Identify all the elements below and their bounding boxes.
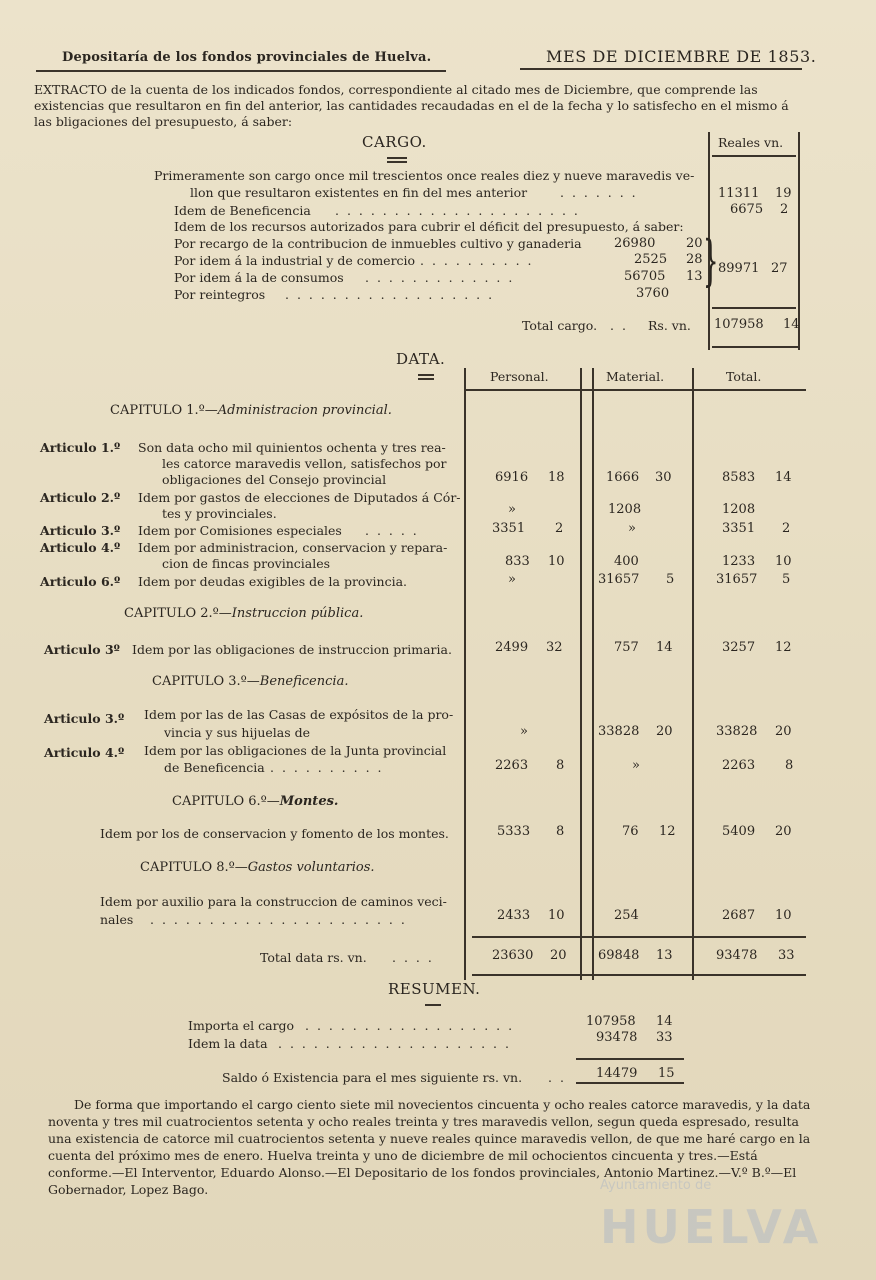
resumen-cargo-mrs: 14 bbox=[656, 1014, 673, 1029]
cargo-sub-3-mrs: 13 bbox=[686, 269, 703, 284]
a4-material: 400 bbox=[614, 554, 639, 569]
cargo-title: CARGO. bbox=[362, 133, 427, 151]
cargo-sub-3-label: Por idem á la de consumos bbox=[174, 270, 344, 285]
data-header-rule bbox=[466, 389, 806, 391]
cargo-sub-4-reales: 3760 bbox=[636, 286, 670, 301]
d-material: 76 bbox=[622, 824, 639, 839]
a1-text-2: les catorce maravedis vellon, satisfechos por bbox=[162, 456, 447, 471]
cargo-total-unit: Rs. vn. bbox=[648, 318, 691, 333]
b3-personal: 2499 bbox=[495, 640, 529, 655]
dot-leader: . . bbox=[610, 318, 628, 333]
cargo-beneficencia-mrs: 2 bbox=[780, 202, 789, 217]
data-col-line-1 bbox=[464, 368, 466, 980]
cargo-line1-reales: 11311 bbox=[718, 186, 760, 201]
a3-personal-mrs: 2 bbox=[555, 521, 564, 536]
e-text-1: Idem por auxilio para la construccion de caminos veci- bbox=[100, 894, 447, 909]
resumen-title-mark bbox=[425, 1004, 441, 1006]
c3-material-mrs: 20 bbox=[656, 724, 673, 739]
cap1-name: Administracion provincial. bbox=[217, 403, 392, 418]
a3-material: » bbox=[628, 521, 636, 536]
c3-total: 33828 bbox=[716, 724, 758, 739]
cargo-recursos-total-mrs: 27 bbox=[771, 261, 788, 276]
cargo-title-mark bbox=[387, 157, 407, 159]
b3-material-mrs: 14 bbox=[656, 640, 673, 655]
c3-text-1: Idem por las de las Casas de expósitos de la pro- bbox=[144, 707, 454, 722]
cargo-sub-3-reales: 56705 bbox=[624, 269, 666, 284]
header-title: Depositaría de los fondos provinciales de Huelva. bbox=[62, 50, 432, 65]
a4-text-2: cion de fincas provinciales bbox=[162, 556, 331, 571]
resumen-saldo-reales: 14479 bbox=[596, 1066, 638, 1081]
a2-text-1: Idem por gastos de elecciones de Diputados á Cór- bbox=[138, 490, 461, 505]
cap6-name: Montes. bbox=[279, 794, 339, 809]
a1-label: Articulo 1.º bbox=[40, 440, 121, 455]
a6-text: Idem por deudas exigibles de la provincia. bbox=[138, 574, 407, 589]
cargo-total-rule-top bbox=[712, 307, 796, 309]
a1-text-1: Son data ocho mil quinientos ochenta y tres rea- bbox=[138, 440, 446, 455]
resumen-data-reales: 93478 bbox=[596, 1030, 638, 1045]
cargo-total-label: Total cargo. bbox=[522, 318, 598, 333]
c4-material: » bbox=[632, 758, 640, 773]
a2-label: Articulo 2.º bbox=[40, 490, 121, 505]
resumen-saldo-mrs: 15 bbox=[658, 1066, 675, 1081]
data-total-material: 69848 bbox=[598, 948, 640, 963]
e-personal: 2433 bbox=[497, 908, 531, 923]
data-col-line-3 bbox=[592, 368, 594, 980]
dot-leader: . . . . bbox=[392, 950, 434, 965]
e-material: 254 bbox=[614, 908, 639, 923]
closing-paragraph: De forma que importando el cargo ciento siete mil novecientos cincuenta y ocho reales catorce maravedis, y la data noventa y tres mil cuatrocientos setenta y ocho reales treinta y tres maravedis vellon, segun queda espresado, resulta una existencia de catorce mil cuatrocientos setenta y nueve reales quince maravedis vellon, de que me haré cargo en la cuenta del próximo mes de enero. Huelva treinta y uno de diciembre de mil ochocientos cincuenta y tres.—Está conforme.—El Interventor, Eduardo Alonso.—El Depositario de los fondos provinciales, Antonio Martinez.—V.º B.º—El Gobernador, Lopez Bago. bbox=[48, 1097, 811, 1197]
dot-leader: . . bbox=[548, 1070, 566, 1085]
dot-leader: . . . . . . . . . . . . . . . . . . bbox=[285, 287, 495, 302]
cargo-line1b: llon que resultaron existentes en fin del mes anterior bbox=[190, 185, 528, 200]
data-total-material-mrs: 13 bbox=[656, 948, 673, 963]
cargo-col-header: Reales vn. bbox=[718, 135, 784, 150]
cap3-name: Beneficencia. bbox=[259, 674, 349, 689]
cargo-col-header-rule bbox=[712, 155, 796, 157]
d-personal-mrs: 8 bbox=[556, 824, 565, 839]
a3-total: 3351 bbox=[722, 521, 756, 536]
col-total-header: Total. bbox=[726, 369, 762, 384]
d-personal: 5333 bbox=[497, 824, 531, 839]
b3-personal-mrs: 32 bbox=[546, 640, 563, 655]
cargo-sub-1-reales: 26980 bbox=[614, 236, 656, 251]
d-total: 5409 bbox=[722, 824, 756, 839]
resumen-rule-bottom bbox=[576, 1082, 684, 1084]
cargo-recursos-total-reales: 89971 bbox=[718, 261, 760, 276]
cargo-total-reales: 107958 bbox=[714, 317, 764, 332]
a3-text: Idem por Comisiones especiales bbox=[138, 523, 342, 538]
a1-material-mrs: 30 bbox=[655, 470, 672, 485]
a4-personal-mrs: 10 bbox=[548, 554, 565, 569]
e-personal-mrs: 10 bbox=[548, 908, 565, 923]
data-title-mark bbox=[418, 374, 434, 376]
cap8-heading: CAPITULO 8.º—Gastos voluntarios. bbox=[140, 860, 375, 875]
a4-label: Articulo 4.º bbox=[40, 540, 121, 555]
dot-leader: . . . . . . . . . . . . . . . . . . bbox=[305, 1018, 515, 1033]
cargo-sub-2-reales: 2525 bbox=[634, 252, 668, 267]
dot-leader: . . . . . . . bbox=[560, 185, 638, 200]
cargo-sub-1-label: Por recargo de la contribucion de inmuebles cultivo y ganaderia bbox=[174, 236, 582, 251]
cargo-beneficencia-label: Idem de Beneficencia bbox=[174, 203, 311, 218]
c3-label: Articulo 3.º bbox=[44, 711, 125, 726]
cap8-name: Gastos voluntarios. bbox=[247, 860, 375, 875]
watermark-subtitle: Ayuntamiento de bbox=[600, 1178, 712, 1193]
a3-personal: 3351 bbox=[492, 521, 526, 536]
resumen-cargo-reales: 107958 bbox=[586, 1014, 636, 1029]
c3-total-mrs: 20 bbox=[775, 724, 792, 739]
b3-material: 757 bbox=[614, 640, 639, 655]
c4-text-2: de Beneficencia bbox=[164, 760, 265, 775]
data-total-personal-mrs: 20 bbox=[550, 948, 567, 963]
dot-leader: . . . . . . . . . . . . . . . . . . . . bbox=[278, 1036, 511, 1051]
a6-label: Articulo 6.º bbox=[40, 574, 121, 589]
data-total-rule-top bbox=[472, 936, 806, 938]
c4-label: Articulo 4.º bbox=[44, 745, 125, 760]
cargo-line1a: Primeramente son cargo once mil trescientos once reales diez y nueve maravedis ve- bbox=[154, 168, 695, 183]
cargo-sub-1-mrs: 20 bbox=[686, 236, 703, 251]
c3-personal: » bbox=[520, 724, 528, 739]
a6-material: 31657 bbox=[598, 572, 640, 587]
a4-total-mrs: 10 bbox=[775, 554, 792, 569]
c4-text-1: Idem por las obligaciones de la Junta provincial bbox=[144, 743, 447, 758]
c3-text-2: vincia y sus hijuelas de bbox=[164, 725, 311, 740]
cap3-heading: CAPITULO 3.º—Beneficencia. bbox=[152, 674, 349, 689]
col-material-header: Material. bbox=[606, 369, 665, 384]
data-title: DATA. bbox=[396, 350, 446, 368]
a1-text-3: obligaciones del Consejo provincial bbox=[162, 472, 387, 487]
a2-material: 1208 bbox=[608, 502, 642, 517]
dot-leader: . . . . . . . . . . bbox=[420, 253, 534, 268]
cargo-recursos-label: Idem de los recursos autorizados para cubrir el déficit del presupuesto, á saber: bbox=[174, 219, 684, 234]
a1-total: 8583 bbox=[722, 470, 756, 485]
data-col-line-4 bbox=[692, 368, 694, 980]
data-total-rule-bottom bbox=[472, 974, 806, 976]
a2-total: 1208 bbox=[722, 502, 756, 517]
data-total-total-mrs: 33 bbox=[778, 948, 795, 963]
d-text: Idem por los de conservacion y fomento de los montes. bbox=[100, 826, 449, 841]
watermark-logo-text: HUELVA bbox=[600, 1200, 823, 1254]
a1-personal-mrs: 18 bbox=[548, 470, 565, 485]
a3-label: Articulo 3.º bbox=[40, 523, 121, 538]
d-total-mrs: 20 bbox=[775, 824, 792, 839]
dot-leader: . . . . . bbox=[365, 523, 419, 538]
a4-text-1: Idem por administracion, conservacion y repara- bbox=[138, 540, 448, 555]
cap2-heading: CAPITULO 2.º—Instruccion pública. bbox=[124, 606, 364, 621]
resumen-rule-top bbox=[576, 1058, 684, 1060]
header-date: MES DE DICIEMBRE DE 1853. bbox=[546, 47, 817, 66]
dot-leader: . . . . . . . . . . . . . . . . . . . . . . bbox=[150, 912, 407, 927]
c3-material: 33828 bbox=[598, 724, 640, 739]
b3-total-mrs: 12 bbox=[775, 640, 792, 655]
data-total-personal: 23630 bbox=[492, 948, 534, 963]
cargo-sub-2-label: Por idem á la industrial y de comercio bbox=[174, 253, 416, 268]
cargo-title-mark-2 bbox=[387, 161, 407, 163]
dot-leader: . . . . . . . . . . . . . bbox=[365, 270, 515, 285]
data-col-line-2 bbox=[580, 368, 582, 980]
intro-paragraph: EXTRACTO de la cuenta de los indicados fondos, correspondiente al citado mes de Diciembre, que comprende las existencias que resultaron en fin del anterior, las cantidades recaudadas en el de la fecha y lo satisfecho en el mismo á las bligaciones del presupuesto, á saber: bbox=[34, 82, 789, 129]
data-total-label: Total data rs. vn. bbox=[260, 950, 367, 965]
a6-total-mrs: 5 bbox=[782, 572, 791, 587]
b3-total: 3257 bbox=[722, 640, 756, 655]
b3-label: Articulo 3º bbox=[44, 642, 120, 657]
dot-leader: . . . . . . . . . . bbox=[270, 760, 384, 775]
a6-total: 31657 bbox=[716, 572, 758, 587]
data-total-total: 93478 bbox=[716, 948, 758, 963]
a2-personal: » bbox=[508, 502, 516, 517]
brace: } bbox=[703, 229, 719, 292]
cargo-total-rule-bottom bbox=[712, 346, 800, 348]
col-personal-header: Personal. bbox=[490, 369, 549, 384]
cargo-total-mrs: 14 bbox=[783, 317, 800, 332]
a4-total: 1233 bbox=[722, 554, 756, 569]
header-rule-left bbox=[36, 70, 446, 72]
a1-total-mrs: 14 bbox=[775, 470, 792, 485]
d-material-mrs: 12 bbox=[659, 824, 676, 839]
b3-text: Idem por las obligaciones de instruccion primaria. bbox=[132, 642, 452, 657]
c4-personal: 2263 bbox=[495, 758, 529, 773]
header-rule-right bbox=[520, 68, 802, 70]
resumen-title: RESUMEN. bbox=[388, 980, 481, 998]
a1-personal: 6916 bbox=[495, 470, 529, 485]
c4-total: 2263 bbox=[722, 758, 756, 773]
cargo-sub-2-mrs: 28 bbox=[686, 252, 703, 267]
a6-material-mrs: 5 bbox=[666, 572, 675, 587]
data-title-mark-2 bbox=[418, 378, 434, 380]
a2-text-2: tes y provinciales. bbox=[162, 506, 277, 521]
cap2-name: Instruccion pública. bbox=[231, 606, 364, 621]
cap1-heading: CAPITULO 1.º—Administracion provincial. bbox=[110, 403, 392, 418]
c4-total-mrs: 8 bbox=[785, 758, 794, 773]
resumen-data-label: Idem la data bbox=[188, 1036, 268, 1051]
c4-personal-mrs: 8 bbox=[556, 758, 565, 773]
cargo-line1-mrs: 19 bbox=[775, 186, 792, 201]
e-total: 2687 bbox=[722, 908, 756, 923]
dot-leader: . . . . . . . . . . . . . . . . . . . . . bbox=[335, 203, 580, 218]
cargo-beneficencia-reales: 6675 bbox=[730, 202, 764, 217]
a3-total-mrs: 2 bbox=[782, 521, 791, 536]
resumen-saldo-label: Saldo ó Existencia para el mes siguiente rs. vn. bbox=[222, 1070, 523, 1085]
a6-personal: » bbox=[508, 572, 516, 587]
cap6-heading: CAPITULO 6.º—Montes. bbox=[172, 794, 339, 809]
e-total-mrs: 10 bbox=[775, 908, 792, 923]
e-text-2: nales bbox=[100, 912, 134, 927]
resumen-data-mrs: 33 bbox=[656, 1030, 673, 1045]
cargo-sub-4-label: Por reintegros bbox=[174, 287, 266, 302]
a4-personal: 833 bbox=[505, 554, 530, 569]
resumen-cargo-label: Importa el cargo bbox=[188, 1018, 295, 1033]
a1-material: 1666 bbox=[606, 470, 640, 485]
